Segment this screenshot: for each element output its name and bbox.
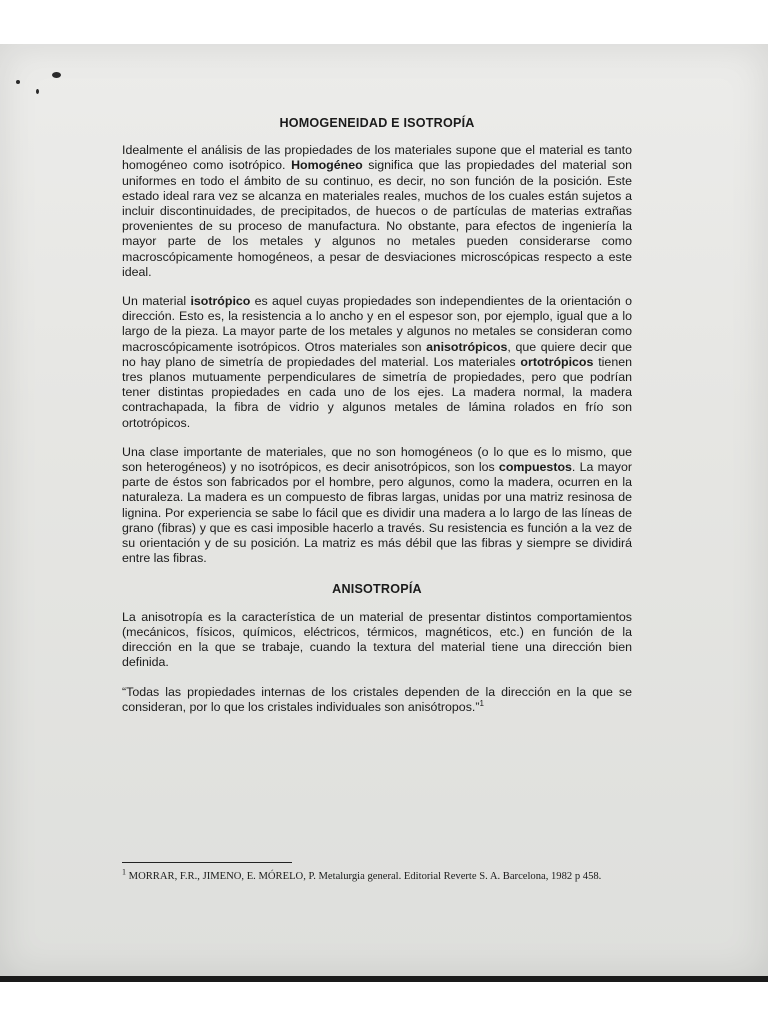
section-title-homogeneidad: HOMOGENEIDAD E ISOTROPÍA: [279, 116, 475, 130]
stain-mark: [16, 80, 20, 84]
text-run: Un material: [122, 294, 191, 309]
paragraph-homogeneo: [122, 143, 632, 280]
text-run: Una clase importante de materiales, que no son homogéneos (o lo que es lo mismo, que son heterogéneos) y no isotrópicos, es decir anisotrópicos, son los: [122, 444, 632, 475]
footnote: [122, 867, 632, 883]
footnote-ref: 1: [479, 698, 484, 708]
scan-edge: [0, 976, 768, 982]
paragraph-compuestos: [122, 445, 632, 567]
term-anisotropicos: anisotrópicos: [426, 339, 508, 354]
text-run: , que quiere decir que no hay plano de simetría de propiedades del material. Los materiales: [122, 339, 633, 369]
term-compuestos: compuestos: [498, 460, 572, 475]
term-homogeneo: Homogéneo: [291, 158, 363, 173]
section-title-anisotropia: ANISOTROPÍA: [332, 582, 422, 597]
text-run: Idealmente el análisis de las propiedades de los materiales supone que el material es tanto homogéneo como isotrópico.: [122, 143, 632, 173]
document-body: [122, 116, 632, 729]
quote-text: “Todas las propiedades internas de los cristales dependen de la dirección en la que se consideran, por lo que los cristales individuales son anisótropos.”: [122, 684, 632, 714]
text-run: es aquel cuyas propiedades son independientes de la orientación o dirección. Esto es, la resistencia a lo ancho y en el espesor son, por ejemplo, igual que a lo largo de la pieza. La mayor parte de los metales y algunos no metales se consideran como macroscópicamente isotrópicos. Otros materiales son: [122, 294, 632, 354]
footnote-mark: 1: [122, 867, 126, 877]
term-isotropico: isotrópico: [190, 294, 251, 309]
text-run: significa que las propiedades del material son uniformes en todo el ámbito de su continuo, es decir, no son función de la posición. Este estado ideal rara vez se alcanza en materiales reales, muchos de los cuales están sujetos a incluir discontinuidades, de precipitados, de huecos o de partículas de materias extrañas provenientes de su proceso de manufactura. No obstante, para efectos de ingeniería la mayor parte de los metales y algunos no metales pueden considerarse como macroscópicamente homogéneos, a pesar de desviaciones microscópicas respecto a este ideal.: [122, 158, 632, 279]
paragraph-anisotropia: La anisotropía es la característica de un material de presentar distintos comportamientos (mecánicos, físicos, químicos, eléctricos, térmicos, magnéticos, etc.) en función de la dirección en la que se trabaje, cuando la textura del material tiene una dirección bien definida.: [122, 609, 632, 670]
stain-mark: [52, 72, 61, 78]
footnote-text: MORRAR, F.R., JIMENO, E. MÓRELO, P. Metalurgia general. Editorial Reverte S. A. Barcelona, 1982 p 458.: [126, 871, 602, 882]
text-run: . La mayor parte de éstos son fabricados por el hombre, pero algunos, como la madera, ocurren en la naturaleza. La madera es un compuesto de fibras largas, unidas por una matriz resinosa de lignina. Por experiencia se sabe lo fácil que es dividir una madera a lo largo de las líneas de grano (fibras) y que es casi imposible hacerlo a través. Su resistencia es función a la vez de su orientación y de su posición. La matriz es más débil que las fibras y siempre se dividirá entre las fibras.: [122, 460, 632, 566]
quote-cristales: [122, 685, 632, 715]
stain-mark: [36, 89, 39, 94]
paragraph-isotropico: [122, 294, 632, 431]
term-ortotropicos: ortotrópicos: [520, 354, 594, 369]
footnote-divider: [122, 862, 292, 863]
text-run: tienen tres planos mutuamente perpendiculares de simetría de propiedades, pero que podrían tener distintas propiedades en cada uno de los ejes. La madera normal, la madera contrachapada, la fibra de vidrio y algunos metales de lámina rolados en frío son ortotrópicos.: [122, 354, 632, 430]
